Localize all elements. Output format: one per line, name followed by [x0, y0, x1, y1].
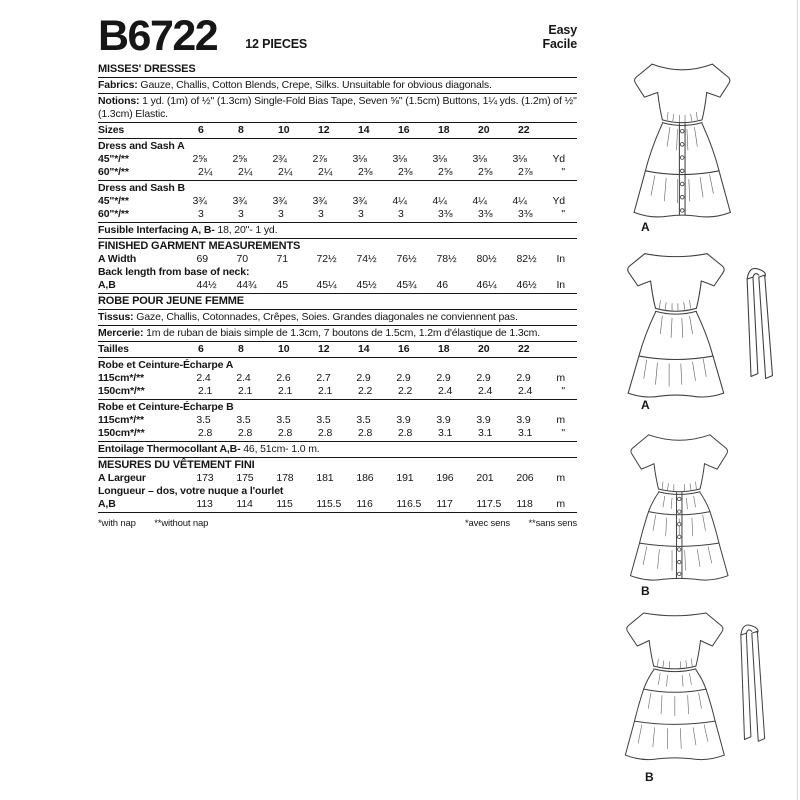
- button-placket: [679, 124, 685, 216]
- table-cell: 16: [398, 124, 410, 136]
- fabrics-line: [98, 79, 577, 92]
- mesure-row-longueur: [98, 498, 577, 511]
- divider: [98, 180, 577, 181]
- table-cell: 178: [276, 472, 294, 484]
- table-cell: 2.9: [356, 372, 371, 384]
- table-cell: 2.4: [236, 372, 251, 384]
- section-title-dress-a: Dress and Sash A: [98, 140, 185, 152]
- row-label: 60"*/**: [98, 208, 129, 220]
- pattern-number: B6722: [98, 12, 218, 60]
- table-cell: 8: [238, 343, 244, 355]
- table-cell: 2.8: [238, 427, 253, 439]
- table-cell: 206: [516, 472, 534, 484]
- table-cell: 3.9: [396, 414, 411, 426]
- mercerie-text: 1m de ruban de biais simple de 1.3cm, 7 boutons de 1.5cm, 1.2m d'élastique de 1.3cm.: [143, 327, 540, 339]
- table-cell: 196: [436, 472, 454, 484]
- row-label: 150cm*/**: [98, 385, 145, 397]
- mesures-heading: MESURES DU VÊTEMENT FINI: [98, 459, 255, 471]
- finished-measurements-heading: FINISHED GARMENT MEASUREMENTS: [98, 240, 301, 252]
- table-cell: 22: [518, 343, 530, 355]
- longueur-label: Longueur – dos, votre nuque a l'ourlet: [98, 485, 284, 497]
- divider: [98, 399, 577, 400]
- table-cell: 3: [358, 208, 364, 220]
- row-label: 45"*/**: [98, 195, 129, 207]
- table-cell: 3⅛: [432, 153, 447, 165]
- metrage-row-b115: [98, 414, 577, 427]
- tailles-label: Tailles: [98, 343, 129, 355]
- footnote-french: [465, 518, 577, 530]
- table-cell: 3.1: [478, 427, 493, 439]
- notions-label: Notions:: [98, 95, 140, 107]
- row-unit: ": [561, 166, 565, 178]
- garment-category: MISSES' DRESSES: [98, 63, 196, 75]
- entoilage-line: [98, 443, 577, 456]
- dress-b-front-illustration: [598, 424, 761, 582]
- divider: [98, 77, 577, 78]
- yardage-row-a60: [98, 166, 577, 179]
- table-cell: 2¼: [238, 166, 253, 178]
- table-cell: 2.1: [318, 385, 333, 397]
- table-cell: 16: [398, 343, 410, 355]
- row-label: A,B: [98, 498, 116, 510]
- tailles-header-row: [98, 343, 577, 356]
- section-title-robe-a: Robe et Ceinture-Écharpe A: [98, 359, 234, 371]
- table-cell: 2⅝: [232, 153, 247, 165]
- dress-a-front-illustration: [602, 50, 762, 218]
- pieces-count: 12 PIECES: [245, 37, 308, 51]
- table-cell: 4¼: [472, 195, 487, 207]
- tissus-label: Tissus:: [98, 311, 134, 323]
- table-cell: 18: [438, 124, 450, 136]
- fabrics-text: Gauze, Challis, Cotton Blends, Crepe, Silks. Unsuitable for obvious diagonals.: [137, 79, 492, 91]
- mercerie-line: [98, 327, 577, 340]
- fabrics-label: Fabrics:: [98, 79, 138, 91]
- dress-a-back-drawing: [596, 242, 796, 398]
- row-values: [192, 195, 552, 208]
- footnote-sans-sens: **sans sens: [528, 518, 577, 529]
- table-cell: 116: [356, 498, 373, 510]
- row-values: [197, 253, 557, 266]
- table-cell: 2.9: [396, 372, 411, 384]
- table-cell: 3.1: [518, 427, 533, 439]
- footnote-english: [98, 518, 208, 530]
- row-label: A,B: [98, 279, 116, 291]
- row-values: [196, 372, 556, 385]
- row-unit: In: [556, 279, 565, 291]
- divider: [98, 122, 577, 123]
- row-values: [197, 279, 557, 292]
- table-cell: 14: [358, 124, 370, 136]
- row-values: [198, 385, 558, 398]
- table-cell: 72½: [316, 253, 337, 265]
- table-cell: 82½: [516, 253, 537, 265]
- tailles-values: [198, 343, 558, 356]
- metrage-row-b150: [98, 427, 577, 440]
- table-cell: 2.2: [358, 385, 373, 397]
- table-cell: 44½: [196, 279, 217, 291]
- table-cell: 2¼: [318, 166, 333, 178]
- table-cell: 118: [516, 498, 533, 510]
- sizes-values: [198, 124, 558, 137]
- table-cell: 2⅝: [192, 153, 207, 165]
- table-cell: 3.5: [236, 414, 251, 426]
- row-values: [196, 498, 556, 511]
- table-cell: 2.1: [198, 385, 213, 397]
- row-values: [198, 166, 558, 179]
- measurement-row-width: [98, 253, 577, 266]
- table-cell: 3¾: [352, 195, 367, 207]
- entoilage-text: 46, 51cm- 1.0 m.: [240, 443, 320, 455]
- table-cell: 76½: [396, 253, 417, 265]
- table-cell: 3¾: [232, 195, 247, 207]
- table-cell: 3⅛: [352, 153, 367, 165]
- table-cell: 22: [518, 124, 530, 136]
- footnote-avec-sens: *avec sens: [464, 518, 510, 529]
- yardage-row-b60: [98, 208, 577, 221]
- view-label-b-front: B: [641, 584, 650, 598]
- tissus-line: [98, 311, 577, 324]
- table-cell: 3.5: [356, 414, 371, 426]
- table-cell: 78½: [436, 253, 457, 265]
- table-cell: 3.1: [438, 427, 453, 439]
- dress-a-back-illustration: [596, 242, 796, 398]
- table-cell: 8: [238, 124, 244, 136]
- yardage-row-b45: [98, 195, 577, 208]
- sash: [741, 625, 765, 741]
- table-cell: 2.9: [516, 372, 531, 384]
- row-unit: ": [561, 208, 565, 220]
- notions-text: 1 yd. (1m) of ½" (1.3cm) Single-Fold Bias Tape, Seven ⅝" (1.5cm) Buttons, 1¼ yds. (1.2m) of ½" (1.3cm) Elastic.: [98, 95, 577, 120]
- table-cell: 12: [318, 124, 330, 136]
- table-cell: 2.8: [198, 427, 213, 439]
- table-cell: 116.5: [396, 498, 422, 510]
- table-cell: 69: [196, 253, 208, 265]
- title-bar: [98, 12, 577, 63]
- row-label: 45"*/**: [98, 153, 129, 165]
- table-cell: 3⅛: [512, 153, 527, 165]
- measurement-row-back-length: [98, 279, 577, 292]
- table-cell: 2⅝: [478, 166, 493, 178]
- entoilage-label: Entoilage Thermocollant A,B-: [98, 443, 241, 455]
- view-label-b-back: B: [645, 770, 654, 784]
- interfacing-text: 18, 20"- 1 yd.: [214, 224, 278, 236]
- row-unit: Yd: [552, 153, 565, 165]
- row-values: [196, 414, 556, 427]
- table-cell: 10: [278, 343, 290, 355]
- table-cell: 115.5: [316, 498, 342, 510]
- section-title-robe-b: Robe et Ceinture-Écharpe B: [98, 401, 234, 413]
- french-heading: ROBE POUR JEUNE FEMME: [98, 295, 244, 307]
- table-cell: 12: [318, 343, 330, 355]
- row-label: A Largeur: [98, 472, 146, 484]
- row-unit: Yd: [552, 195, 565, 207]
- button-placket: [677, 493, 682, 579]
- table-cell: 71: [276, 253, 288, 265]
- yardage-row-a45: [98, 153, 577, 166]
- back-length-label: Back length from base of neck:: [98, 266, 250, 278]
- table-cell: 3: [198, 208, 204, 220]
- table-cell: 181: [316, 472, 334, 484]
- difficulty-fr: Facile: [542, 37, 577, 51]
- metrage-row-a150: [98, 385, 577, 398]
- table-cell: 2¼: [198, 166, 213, 178]
- table-cell: 45¼: [316, 279, 337, 291]
- table-cell: 186: [356, 472, 374, 484]
- row-label: A Width: [98, 253, 137, 265]
- table-cell: 3¾: [272, 195, 287, 207]
- row-unit: ": [561, 427, 565, 439]
- table-cell: 2.1: [278, 385, 293, 397]
- table-cell: 20: [478, 343, 490, 355]
- table-cell: 6: [198, 124, 204, 136]
- table-cell: 14: [358, 343, 370, 355]
- pattern-info-sheet: [98, 12, 577, 530]
- table-cell: 3: [318, 208, 324, 220]
- table-cell: 117.5: [476, 498, 502, 510]
- row-unit: ": [561, 385, 565, 397]
- divider: [98, 341, 577, 342]
- table-cell: 80½: [476, 253, 497, 265]
- divider: [98, 325, 577, 326]
- table-cell: 3.9: [436, 414, 451, 426]
- table-cell: 3¾: [192, 195, 207, 207]
- table-cell: 3⅛: [392, 153, 407, 165]
- row-label: 115cm*/**: [98, 372, 144, 384]
- table-cell: 3.9: [476, 414, 491, 426]
- metrage-row-a115: [98, 372, 577, 385]
- row-values: [192, 153, 552, 166]
- table-cell: 4¼: [392, 195, 407, 207]
- table-cell: 3⅜: [478, 208, 493, 220]
- difficulty-badge: [542, 23, 577, 63]
- footnote-without-nap: **without nap: [154, 518, 209, 529]
- divider: [98, 293, 577, 294]
- table-cell: 46: [436, 279, 448, 291]
- table-cell: 45¾: [396, 279, 417, 291]
- row-values: [198, 208, 558, 221]
- footnotes: [98, 518, 577, 530]
- table-cell: 3⅜: [518, 208, 533, 220]
- table-cell: 45: [276, 279, 288, 291]
- view-label-a-back: A: [641, 398, 650, 412]
- table-cell: 10: [278, 124, 290, 136]
- table-cell: 2.8: [318, 427, 333, 439]
- table-cell: 115: [276, 498, 293, 510]
- divider: [98, 309, 577, 310]
- table-cell: 2⅜: [358, 166, 373, 178]
- row-label: 115cm*/**: [98, 414, 144, 426]
- table-cell: 2.2: [398, 385, 413, 397]
- table-cell: 2.8: [398, 427, 413, 439]
- table-cell: 2.7: [316, 372, 331, 384]
- table-cell: 3: [398, 208, 404, 220]
- table-cell: 201: [476, 472, 494, 484]
- table-cell: 2⅝: [438, 166, 453, 178]
- row-unit: m: [556, 472, 565, 484]
- sash: [747, 268, 772, 378]
- row-unit: [558, 124, 577, 137]
- table-cell: 117: [436, 498, 453, 510]
- divider: [98, 512, 577, 513]
- table-cell: 6: [198, 343, 204, 355]
- table-cell: 3.5: [316, 414, 331, 426]
- table-cell: 191: [396, 472, 414, 484]
- table-cell: 2.8: [278, 427, 293, 439]
- table-cell: 45½: [356, 279, 377, 291]
- table-cell: 20: [478, 124, 490, 136]
- row-label: 60"*/**: [98, 166, 129, 178]
- table-cell: 3.9: [516, 414, 531, 426]
- row-unit: In: [556, 253, 565, 265]
- dress-b-back-drawing: [596, 602, 784, 767]
- table-cell: 70: [236, 253, 248, 265]
- row-values: [198, 427, 558, 440]
- dress-b-front-drawing: [598, 424, 761, 582]
- table-cell: 2⅞: [518, 166, 533, 178]
- table-cell: 18: [438, 343, 450, 355]
- section-title-dress-b: Dress and Sash B: [98, 182, 185, 194]
- table-cell: 46¼: [476, 279, 497, 291]
- table-cell: 2.4: [196, 372, 211, 384]
- table-cell: 2.9: [436, 372, 451, 384]
- divider: [98, 441, 577, 442]
- row-unit: m: [556, 498, 565, 510]
- table-cell: 3.5: [276, 414, 291, 426]
- table-cell: 113: [196, 498, 213, 510]
- notions-line: [98, 95, 577, 121]
- table-cell: 114: [236, 498, 253, 510]
- table-cell: 2.4: [518, 385, 533, 397]
- table-cell: 2.9: [476, 372, 491, 384]
- table-cell: 2.4: [438, 385, 453, 397]
- divider: [98, 357, 577, 358]
- divider: [98, 93, 577, 94]
- dress-a-front-drawing: [602, 50, 762, 218]
- divider: [98, 238, 577, 239]
- table-cell: 2⅞: [312, 153, 327, 165]
- footnote-with-nap: *with nap: [98, 518, 136, 529]
- divider: [98, 222, 577, 223]
- mercerie-label: Mercerie:: [98, 327, 144, 339]
- sizes-label: Sizes: [98, 124, 125, 136]
- mesure-row-largeur: [98, 472, 577, 485]
- difficulty-en: Easy: [548, 23, 577, 37]
- table-cell: 2¾: [272, 153, 287, 165]
- table-cell: 4¼: [512, 195, 527, 207]
- tissus-text: Gaze, Challis, Cotonnades, Crêpes, Soies. Grandes diagonales ne conviennent pas.: [133, 311, 518, 323]
- table-cell: 3⅛: [472, 153, 487, 165]
- table-cell: 3¾: [312, 195, 327, 207]
- table-cell: 44¾: [236, 279, 257, 291]
- row-label: 150cm*/**: [98, 427, 145, 439]
- table-cell: 2.6: [276, 372, 291, 384]
- table-cell: 2.1: [238, 385, 253, 397]
- table-cell: 74½: [356, 253, 377, 265]
- scan-page-edge: [797, 0, 798, 800]
- table-cell: 2¼: [278, 166, 293, 178]
- row-unit: m: [556, 372, 565, 384]
- divider: [98, 457, 577, 458]
- dress-b-back-illustration: [596, 602, 784, 767]
- view-label-a-front: A: [641, 220, 650, 234]
- table-cell: 2⅜: [398, 166, 413, 178]
- sizes-header-row: [98, 124, 577, 137]
- table-cell: 2.8: [358, 427, 373, 439]
- row-unit: m: [556, 414, 565, 426]
- row-values: [196, 472, 556, 485]
- table-cell: 2.4: [478, 385, 493, 397]
- table-cell: 4¼: [432, 195, 447, 207]
- table-cell: 175: [236, 472, 254, 484]
- table-cell: 46½: [516, 279, 537, 291]
- interfacing-label: Fusible Interfacing A, B-: [98, 224, 215, 236]
- divider: [98, 138, 577, 139]
- interfacing-line: [98, 224, 577, 237]
- table-cell: 3.5: [196, 414, 211, 426]
- row-unit: [558, 343, 577, 356]
- table-cell: 3: [238, 208, 244, 220]
- table-cell: 3⅜: [438, 208, 453, 220]
- table-cell: 173: [196, 472, 214, 484]
- table-cell: 3: [278, 208, 284, 220]
